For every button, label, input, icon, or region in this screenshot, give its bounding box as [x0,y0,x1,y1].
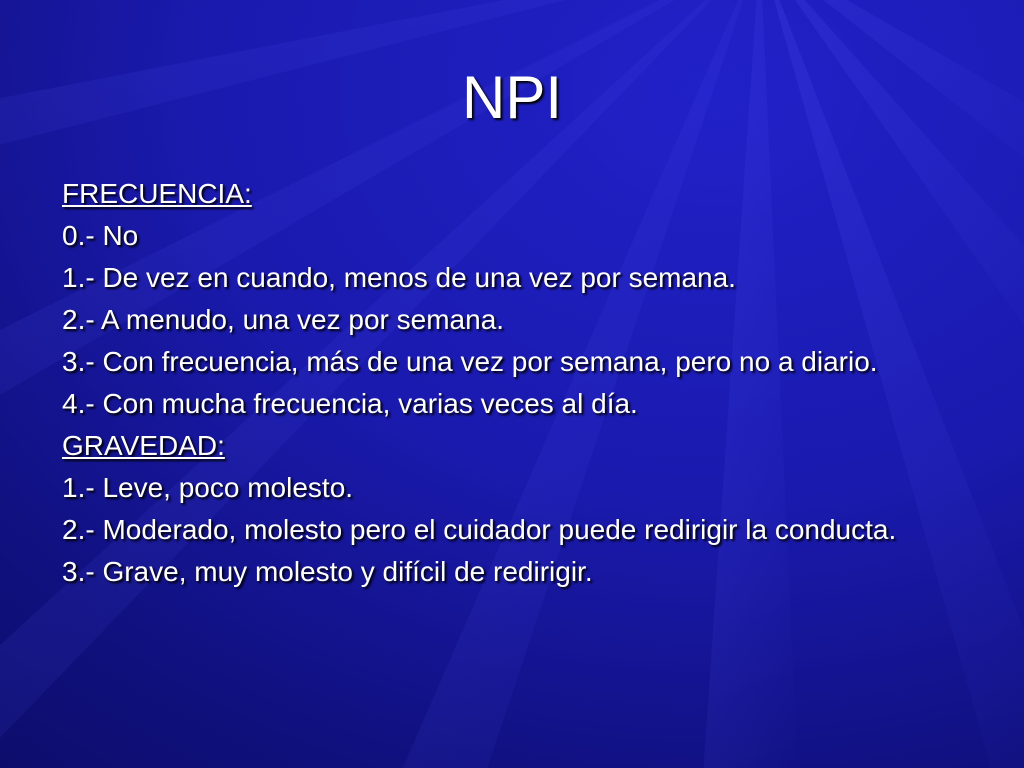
list-item: 1.- Leve, poco molesto. [62,472,354,503]
slide-body [62,178,982,598]
list-item: 4.- Con mucha frecuencia, varias veces al día. [62,388,638,419]
slide-title: NPI [461,64,563,131]
list-item: 3.- Con frecuencia, más de una vez por semana, pero no a diario. [62,346,878,377]
list-item: 0.- No [62,220,139,251]
section-heading-frecuencia: FRECUENCIA: [62,178,252,209]
list-item: 2.- Moderado, molesto pero el cuidador puede redirigir la conducta. [62,514,897,545]
list-item: 3.- Grave, muy molesto y difícil de redirigir. [62,556,593,587]
section-heading-gravedad: GRAVEDAD: [62,430,225,461]
list-item: 1.- De vez en cuando, menos de una vez por semana. [62,262,736,293]
list-item: 2.- A menudo, una vez por semana. [62,304,505,335]
